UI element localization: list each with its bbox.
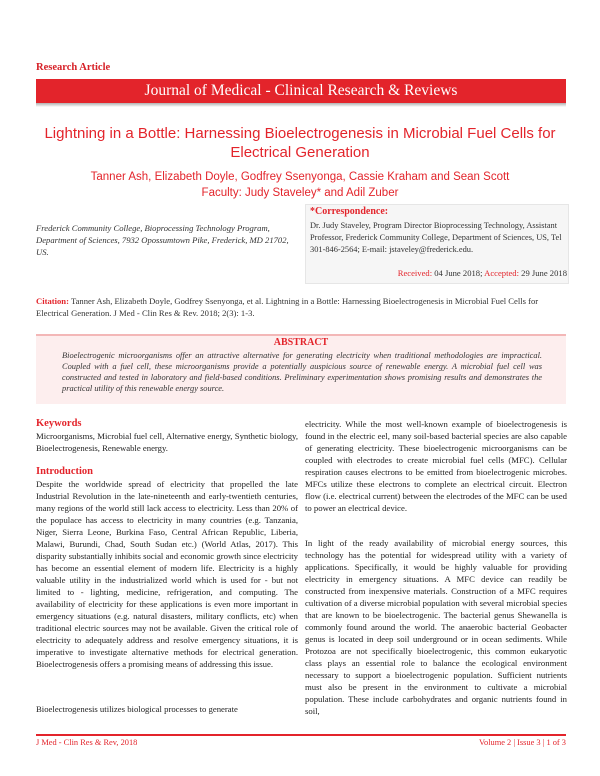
footer-journal: J Med - Clin Res & Rev, 2018 [36, 738, 138, 747]
faculty-list: Faculty: Judy Staveley* and Adil Zuber [201, 187, 399, 199]
received-label: Received: [397, 268, 433, 278]
correspondence-heading: *Correspondence: [310, 206, 389, 217]
accepted-date: 29 June 2018 [521, 268, 567, 278]
footer-rule [36, 734, 566, 736]
correspondence-body: Dr. Judy Staveley, Program Director Bioprocessing Technology, Assistant Professor, Frederick Community College, Department of Sciences, US, Tel 301-846-2564; E-mail: jstaveley@frederick.edu. [310, 221, 562, 254]
article-title: Lightning in a Bottle: Harnessing Bioelectrogenesis in Microbial Fuel Cells for Electrical Generation [44, 125, 556, 161]
dates-line [305, 268, 567, 278]
abstract-text: Bioelectrogenic microorganisms offer an attractive alternative for generating electricity when traditional methodologies are impractical. Coupled with a fuel cell, these microorganisms provide a potentially auspicious source of renewable energy. A microbial fuel cell was constructed and tested in laboratory and field-based conditions. Preliminary experimentation shows promising results and demonstrates the practical utility of this renewable energy source. [62, 351, 542, 393]
journal-banner: Journal of Medical - Clinical Research & Reviews [36, 79, 566, 103]
introduction-paragraph-1: Despite the worldwide spread of electricity that propelled the late Industrial Revolution in the late-nineteenth and early-twentieth centuries, many regions of the world still lack access to electricity. Less than 20% of the populace has access to electricity in many countries (e.g. Tanzania, Niger, Sierra Leone, Burkina Faso, Central African Republic, Liberia, Malawi, Burundi, Chad, South Sudan etc.) (World Atlas, 2017). This disparity substantially inhibits social and economic growth since electricity has become an essential element of modern life. Electricity is a highly valuable utility in the industrialized world which is used for - but not limited to - lighting, medicine, refrigeration, and computing. The availability of electricity for these applications is even more important in emergency situations (e.g. natural disasters, military conflicts, etc) when traditional electric sources may not be available. Given the critical role of electricity to adequately address and resolve emergency situations, it is imperative to investigate alternative methods for electrical generation. Bioelectrogenesis offers a promising means of addressing this issue. [36, 479, 298, 669]
accepted-label: Accepted: [484, 268, 519, 278]
introduction-paragraph-2: Bioelectrogenesis utilizes biological processes to generate [36, 704, 238, 714]
keywords-text: Microorganisms, Microbial fuel cell, Alternative energy, Synthetic biology, Bioelectrogenesis, Renewable energy. [36, 431, 298, 453]
right-column-paragraph-1: electricity. While the most well-known example of bioelectrogenesis is found in the electric eel, many soil-based bacterial species are also capable of generating electricity. These bioelectrogenic microorganisms can be coupled with electrodes to create microbial fuel cells (MFC). Cellular respiration causes electrons to be emitted from bioelectrogenic microbes. MFCs utilize these electrons to complete an electrical circuit. Electron flow (i.e. electrical current) between the electrodes of the MFC can be used to power an electrical device. [305, 419, 567, 513]
introduction-section [36, 466, 298, 670]
right-column-paragraph-2: In light of the ready availability of microbial energy sources, this technology has the potential for widespread utility with a variety of applications. Specifically, it would be highly valuable for providing electricity in emergency situations. A MFC device can readily be constructed from inexpensive materials. Construction of a MFC requires cultivation of a diverse microbial population with several microbial species that are known to be bioelectrogenic. The bacterial genus Shewanella is commonly found around the world. The anaerobic bacterial Geobacter genus is located in deep soil underground or in ocean sediments. While Protozoa are not specifically bioelectrogenic, this common eukaryotic class plays an essential role to balance the ecological environment necessary to support a bioelectrogenic population. Sufficient nutrients must also be present in the environment to cultivate a microbial population. These include carbohydrates and organic nutrients found in soil, [305, 538, 567, 716]
citation-label: Citation: [36, 296, 69, 306]
received-date: 04 June 2018; [434, 268, 483, 278]
article-type-label: Research Article [36, 62, 111, 73]
affiliation: Frederick Community College, Bioprocessing Technology Program, Department of Sciences, 7932 Opossumtown Pike, Frederick, MD 21702, US. [36, 223, 289, 258]
author-list: Tanner Ash, Elizabeth Doyle, Godfrey Ssenyonga, Cassie Kraham and Sean Scott [90, 171, 510, 183]
keywords-section [36, 418, 298, 454]
keywords-heading: Keywords [36, 418, 82, 429]
abstract-heading: ABSTRACT [273, 337, 329, 348]
author-block [40, 169, 560, 201]
citation [36, 295, 566, 319]
citation-text: Tanner Ash, Elizabeth Doyle, Godfrey Ssenyonga, et al. Lightning in a Bottle: Harnessing Bioelectrogenesis in Microbial Fuel Cells for Electrical Generation. J Med - Clin Res & Rev. 2018; 2(3): 1-3. [36, 296, 539, 318]
banner-shadow [36, 103, 566, 107]
introduction-heading: Introduction [36, 466, 93, 477]
footer-page-info: Volume 2 | Issue 3 | 1 of 3 [479, 738, 566, 747]
